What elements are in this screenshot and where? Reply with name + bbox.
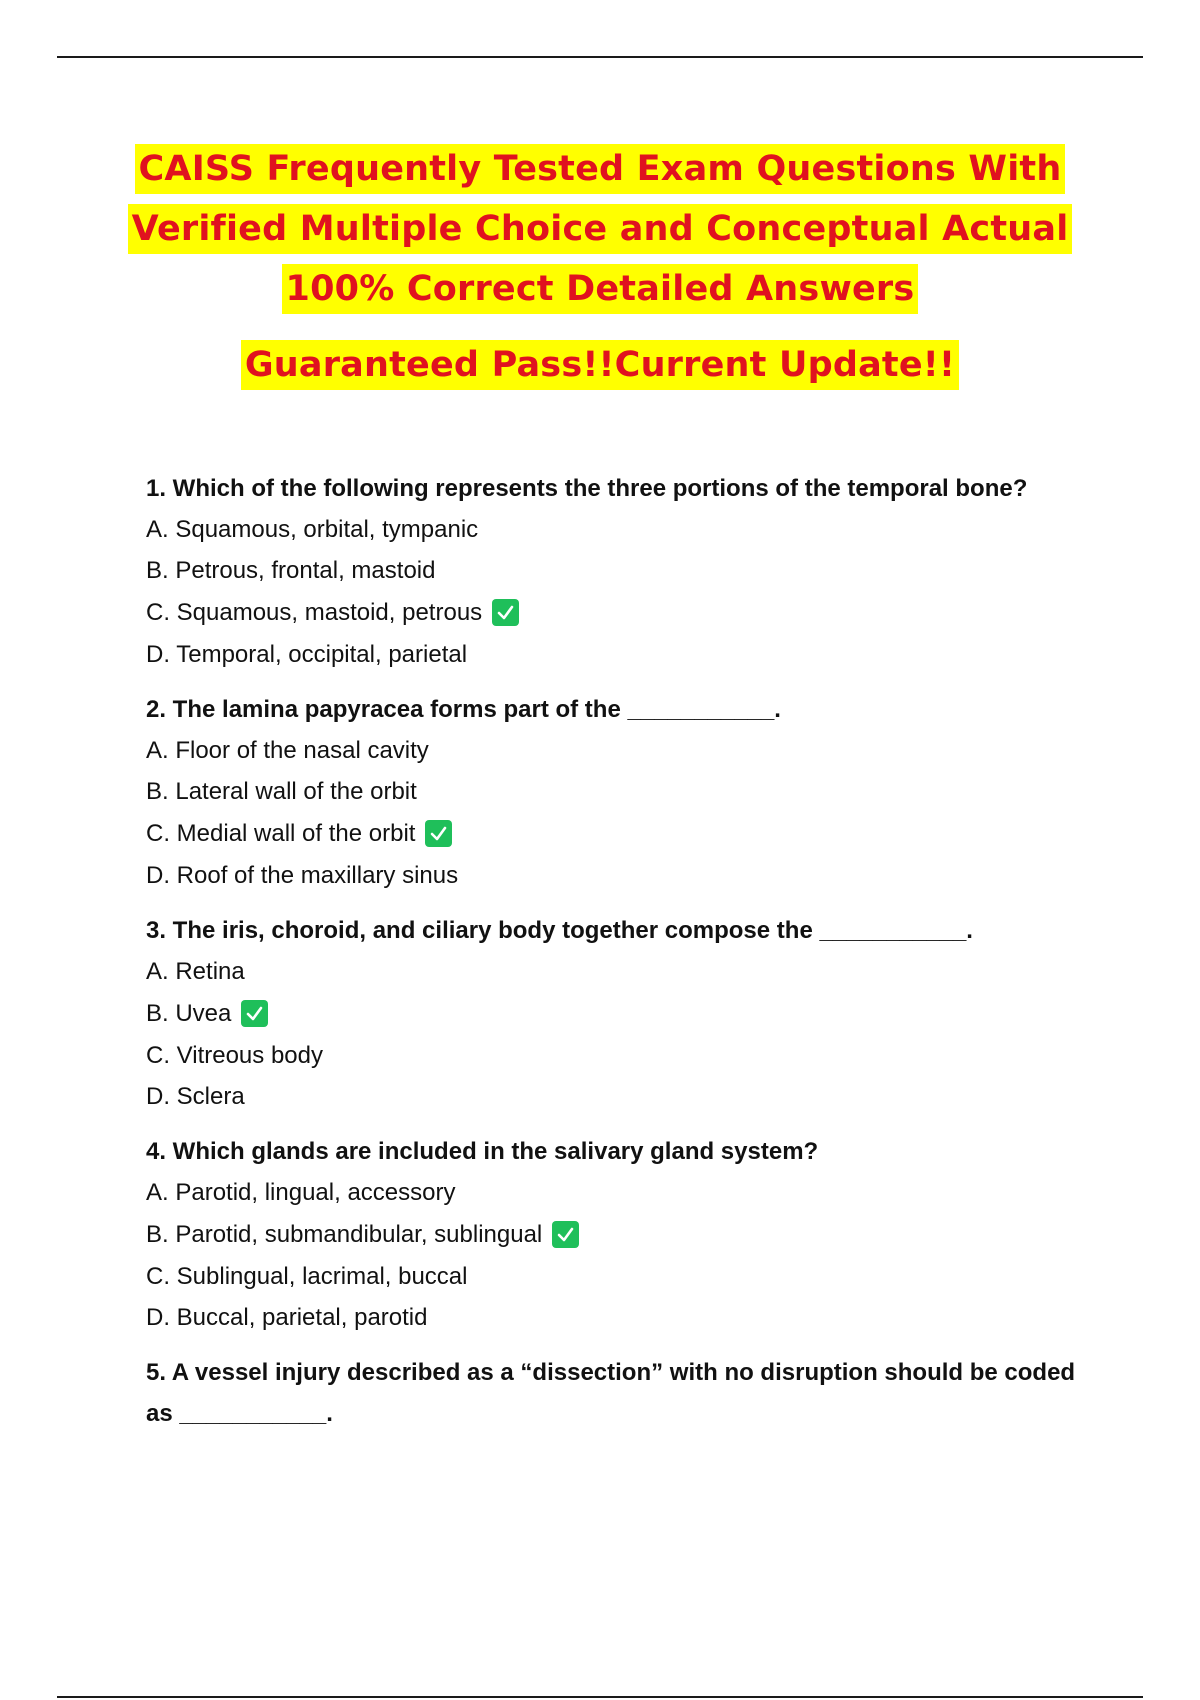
question-text: 1. Which of the following represents the three portions of the temporal bone? [146, 475, 1028, 502]
answer-option-label: A. Floor of the nasal cavity [146, 737, 429, 764]
check-mark-icon [492, 599, 519, 626]
document-title [0, 144, 1200, 400]
answer-option [146, 1172, 1106, 1213]
title-line-3: 100% Correct Detailed Answers [282, 264, 919, 314]
question-list [146, 468, 1106, 1434]
answer-option-label: D. Buccal, parietal, parotid [146, 1304, 428, 1331]
answer-option [146, 855, 1106, 896]
answer-option-label: A. Retina [146, 958, 245, 985]
question-spacer [146, 896, 1106, 910]
question-1 [146, 468, 1106, 675]
answer-option-label: B. Lateral wall of the orbit [146, 778, 417, 805]
question-text: 4. Which glands are included in the salivary gland system? [146, 1138, 819, 1165]
question-2 [146, 689, 1106, 896]
bottom-rule [57, 1696, 1143, 1698]
answer-option-label: C. Squamous, mastoid, petrous [146, 599, 483, 626]
answer-option-label: A. Squamous, orbital, tympanic [146, 516, 479, 543]
check-mark-icon [552, 1221, 579, 1248]
title-line-1: CAISS Frequently Tested Exam Questions With [135, 144, 1066, 194]
answer-option [146, 730, 1106, 771]
answer-option [146, 812, 1106, 855]
question-text: 5. A vessel injury described as a “dissection” with no disruption should be coded as ___________. [146, 1359, 1076, 1427]
answer-option [146, 509, 1106, 550]
title-line-2: Verified Multiple Choice and Conceptual Actual [128, 204, 1073, 254]
answer-option-label: A. Parotid, lingual, accessory [146, 1179, 456, 1206]
answer-option [146, 591, 1106, 634]
question-4 [146, 1131, 1106, 1338]
answer-option-label: C. Sublingual, lacrimal, buccal [146, 1263, 468, 1290]
answer-option [146, 1076, 1106, 1117]
answer-option [146, 1297, 1106, 1338]
answer-option-label: C. Medial wall of the orbit [146, 820, 416, 847]
answer-option [146, 771, 1106, 812]
question-text: 2. The lamina papyracea forms part of the ___________. [146, 696, 781, 723]
answer-option-label: B. Petrous, frontal, mastoid [146, 557, 436, 584]
question-spacer [146, 1117, 1106, 1131]
answer-option [146, 1213, 1106, 1256]
answer-option [146, 550, 1106, 591]
question-spacer [146, 1338, 1106, 1352]
answer-option-label: D. Temporal, occipital, parietal [146, 641, 468, 668]
question-3 [146, 910, 1106, 1117]
answer-option-label: B. Uvea [146, 1000, 232, 1027]
answer-option-label: C. Vitreous body [146, 1042, 323, 1069]
title-line-4: Guaranteed Pass!!Current Update!! [241, 340, 959, 390]
answer-option [146, 992, 1106, 1035]
answer-option-label: B. Parotid, submandibular, sublingual [146, 1221, 543, 1248]
answer-option [146, 1035, 1106, 1076]
question-spacer [146, 675, 1106, 689]
question-text: 3. The iris, choroid, and ciliary body together compose the ___________. [146, 917, 973, 944]
check-mark-icon [241, 1000, 268, 1027]
top-rule [57, 56, 1143, 58]
question-5 [146, 1352, 1106, 1434]
answer-option [146, 951, 1106, 992]
answer-option-label: D. Roof of the maxillary sinus [146, 862, 459, 889]
answer-option [146, 634, 1106, 675]
answer-option-label: D. Sclera [146, 1083, 245, 1110]
answer-option [146, 1256, 1106, 1297]
check-mark-icon [425, 820, 452, 847]
